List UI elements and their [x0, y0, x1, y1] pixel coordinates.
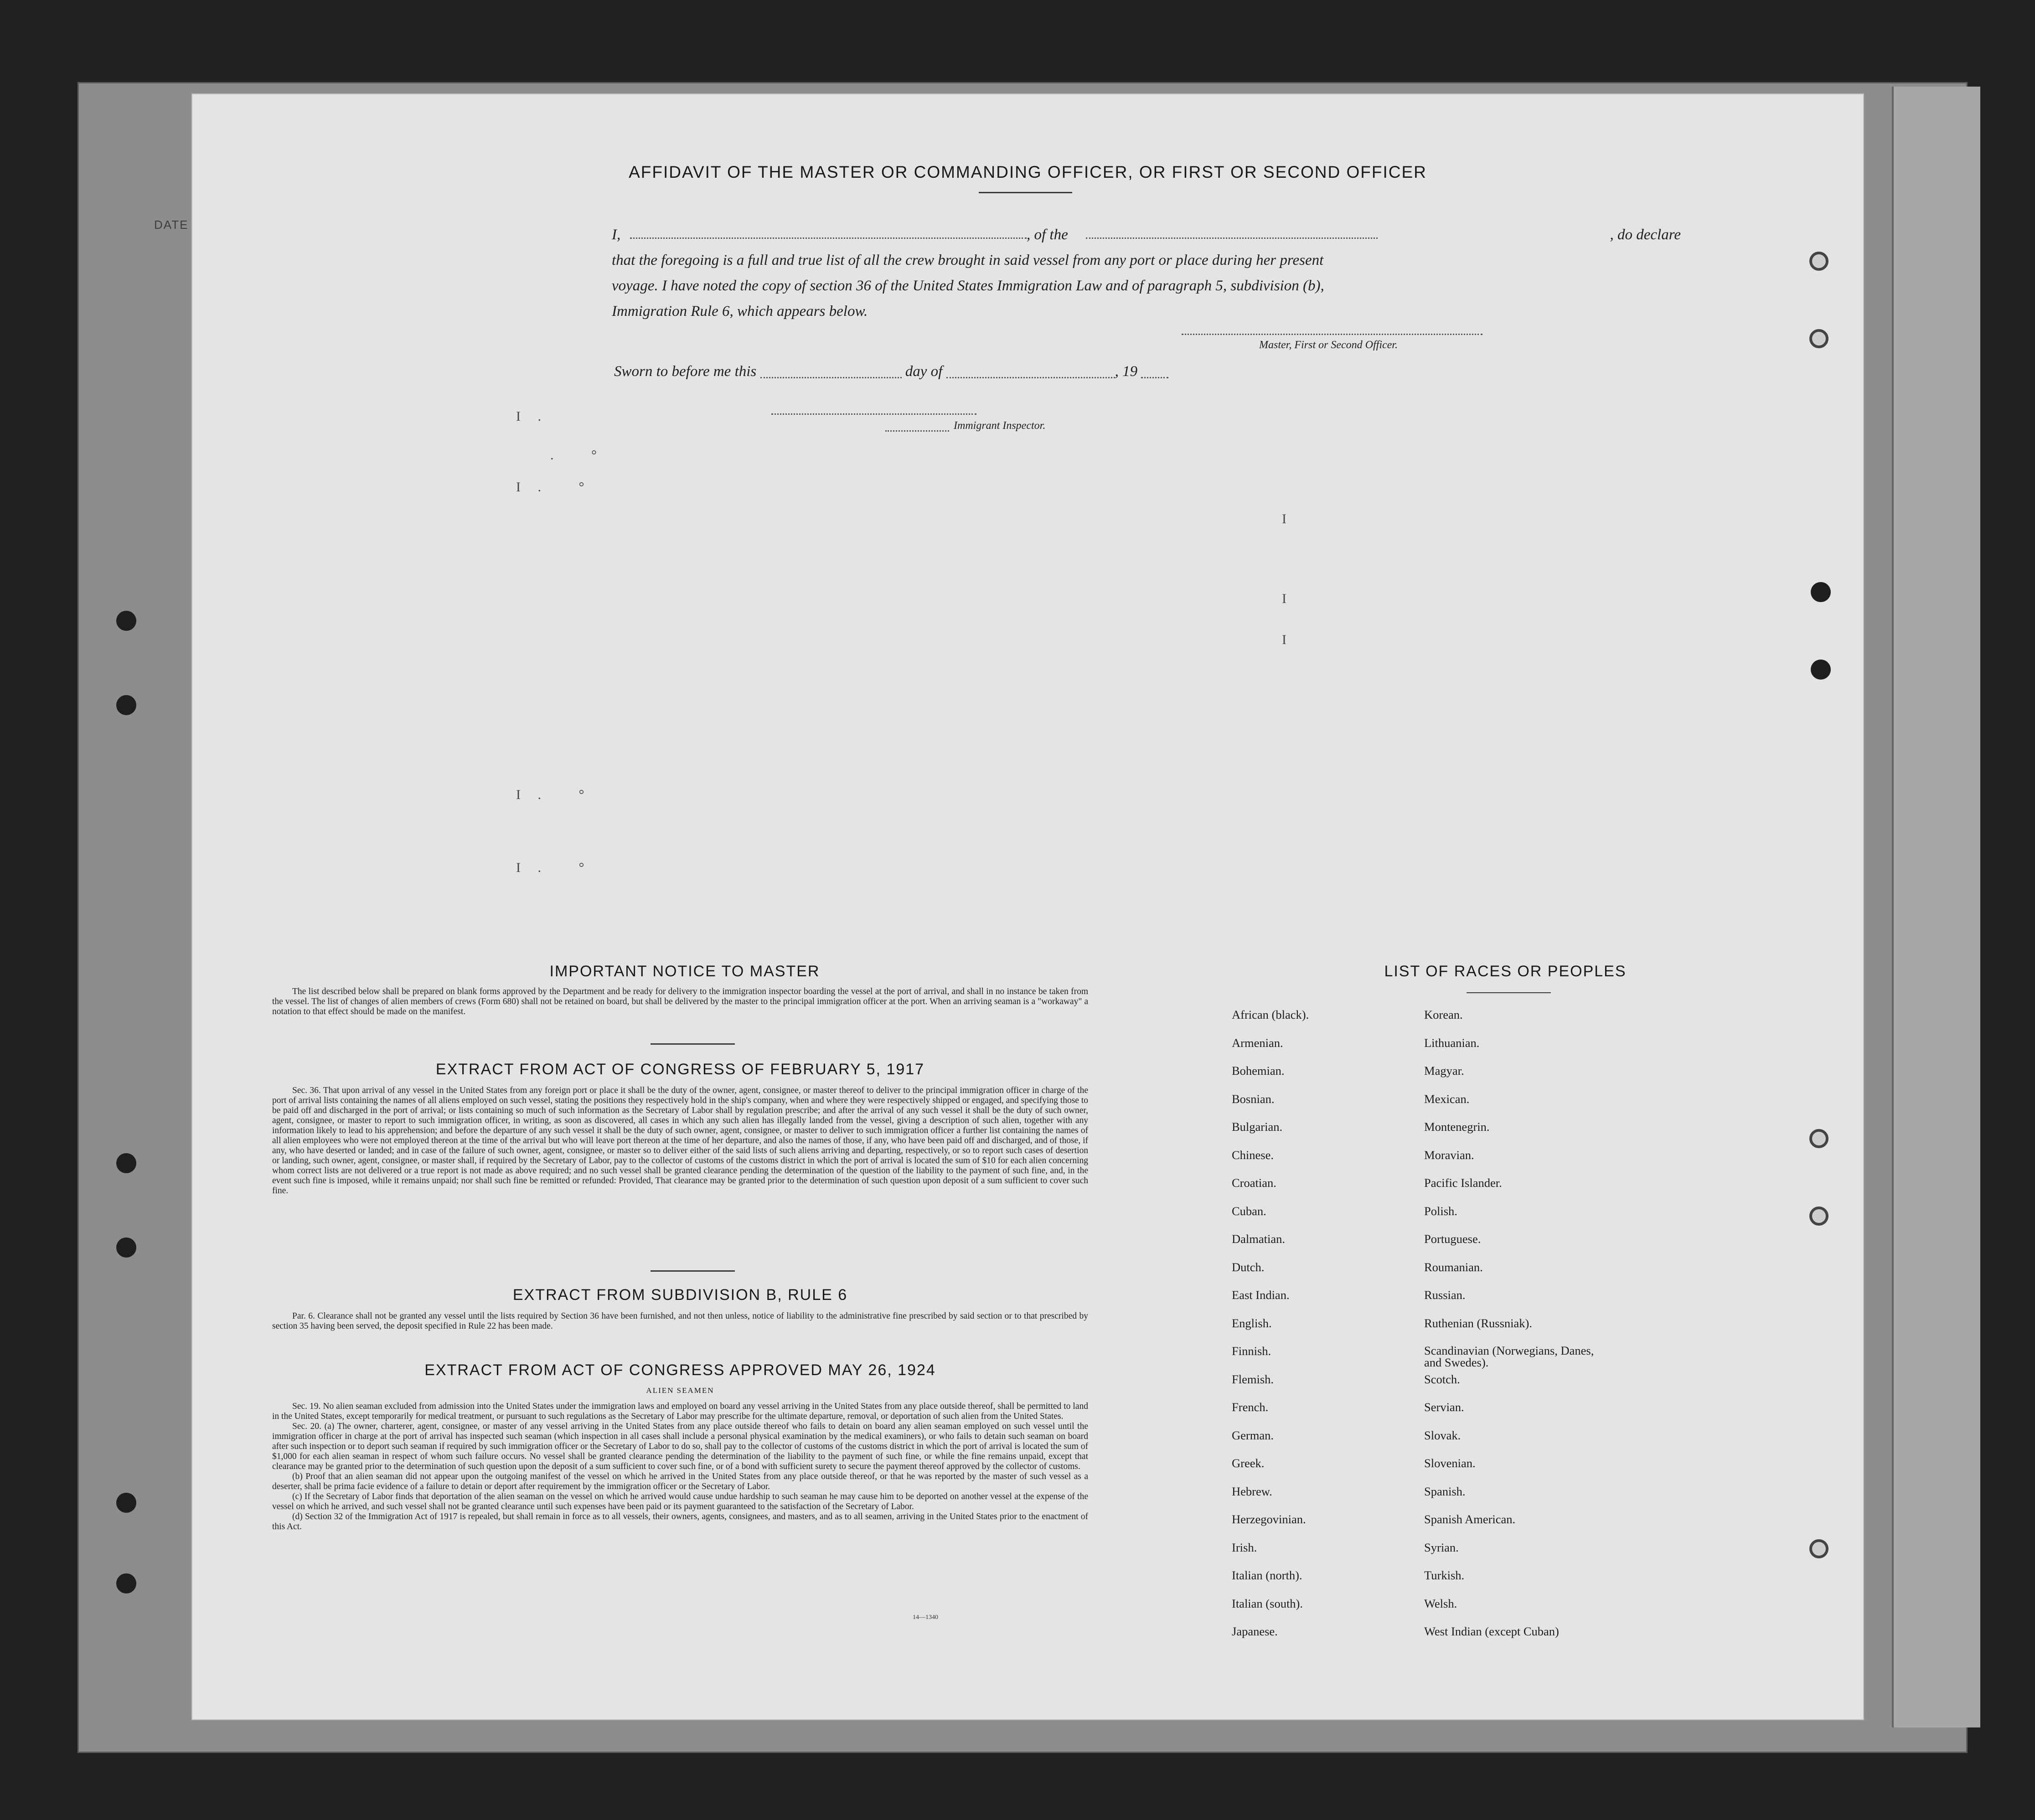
binder-hole: [1809, 1206, 1828, 1226]
races-left-column: [1232, 1008, 1309, 1653]
race-item: Ruthenian (Russniak).: [1424, 1316, 1532, 1330]
race-item: Welsh.: [1424, 1596, 1457, 1610]
stray-mark: . °: [550, 448, 597, 463]
section-36-paragraph: Sec. 36. That upon arrival of any vessel in the United States from any foreign port or place it shall be the duty of the owner, agent, consignee, or master thereof to deliver to the principal immigration officer in charge of the port of arrival lists containing the names of all aliens employed on such vessel, stating the positions they respectively hold in the ship's company, when and where they were respectively shipped or engaged, and specifying those to be paid off and discharged in the port of arrival; or lists containing so much of such information as the Secretary of Labor shall by regulation prescribe; and after the arrival of any such vessel it shall be the duty of such owner, agent, consignee, or master to report to such immigration officer, in writing, as soon as discovered, all cases in which any such alien has illegally landed from the vessel, giving a description of such alien, together with any information likely to lead to his apprehension; and before the departure of any such vessel it shall be the duty of such owner, agent, consignee, or master to deliver to such immigration officer a further list containing the names of all alien employees who were not employed thereon at the time of the arrival but who will leave port thereon at the time of her departure, and also the names of those, if any, who have been paid off and discharged, and of those, if any, who have deserted or landed; and in case of the failure of such owner, agent, consignee, or master so to deliver either of the said lists of such aliens arriving and departing, respectively, or so to report such cases of desertion or landing, such owner, agent, consignee, or master shall, if required by the Secretary of Labor, pay to the collector of customs of the customs district in which the port of arrival is located the sum of $10 for each alien concerning whom correct lists are not delivered or a true report is not made as above required; and no such vessel shall be granted clearance pending the determination of the question of the liability to the payment of such fine, and, in the event such fine is imposed, while it remains unpaid; nor shall such fine be remitted or refunded: Provided, That clearance may be granted prior to the determination of such question upon deposit of a sum sufficient to cover such fine.: [272, 1086, 1088, 1196]
race-item: Turkish.: [1424, 1568, 1465, 1582]
section-divider: [651, 1270, 735, 1272]
inspector-line-2: [885, 430, 949, 432]
affidavit-statement: [612, 222, 1681, 324]
stray-mark: I . °: [516, 860, 584, 875]
name-blank: [630, 237, 1027, 239]
binder-hole: [1809, 1539, 1828, 1558]
binder-hole: [116, 695, 136, 715]
binder-hole: [116, 1573, 136, 1593]
affidavit-line-2: that the foregoing is a full and true list of all the crew brought in said vessel from any port or place during her present: [612, 252, 1324, 268]
alien-seamen-subtitle: ALIEN SEAMEN: [646, 1386, 714, 1395]
form-number: 14—1340: [913, 1614, 938, 1621]
race-item: Greek.: [1232, 1456, 1265, 1470]
race-item: Bosnian.: [1232, 1092, 1275, 1106]
section-20c-paragraph: (c) If the Secretary of Labor finds that deportation of the alien seaman on the vessel on which he arrived would cause undue hardship to such seaman he may cause him to be deported on another vessel at the expense of the vessel on which he arrived, and such vessel shall not be granted clearance until such expenses have been paid or its payment guaranteed to the satisfaction of the Secretary of Labor.: [272, 1492, 1088, 1511]
section-20d-paragraph: (d) Section 32 of the Immigration Act of 1917 is repealed, but shall remain in force as to all vessels, their owners, agents, consignees, and masters, and as to all seamen, arriving in the United States prior to the enactment of this Act.: [272, 1512, 1088, 1531]
race-item: Spanish.: [1424, 1484, 1466, 1498]
inspector-line-1: [771, 413, 976, 415]
race-item: African (black).: [1232, 1008, 1309, 1021]
document-page: [191, 93, 1864, 1720]
signature-line: [1182, 334, 1482, 335]
section-20a-paragraph: Sec. 20. (a) The owner, charterer, agent, consignee, or master of any vessel arriving in the United States from any place outside thereof who fails to detain on board any alien seaman employed on such vessel until the immigration officer in charge at the port of arrival has inspected such seaman (which inspection in all cases shall include a personal physical examination by the medical examiners), or who fails to detain such seaman on board after such inspection or to deport such seaman if required by such immigration officer or the Secretary of Labor to do so, shall pay to the collector of customs of the customs district in which the port of arrival is located the sum of $1,000 for each alien seaman in respect of whom such failure occurs. No vessel shall be granted clearance pending the determination of the liability to the payment of such fine, or while the fine remains unpaid, except that clearance may be granted prior to the determination of such question upon the deposit of a sum sufficient to cover such fine, or of a bond with sufficient surety to secure the payment thereof approved by the collector of customs.: [272, 1422, 1088, 1471]
race-item: Bulgarian.: [1232, 1120, 1283, 1134]
race-item: Scotch.: [1424, 1372, 1460, 1386]
race-item: Italian (north).: [1232, 1568, 1302, 1582]
race-item: Herzegovinian.: [1232, 1512, 1306, 1526]
stray-mark: I: [1282, 632, 1286, 647]
race-item: Irish.: [1232, 1540, 1257, 1554]
sworn-day: day of: [905, 363, 943, 380]
binder-hole: [1809, 1129, 1828, 1148]
race-item: Mexican.: [1424, 1092, 1470, 1106]
title-underline: [979, 192, 1072, 193]
binder-hole: [116, 1493, 136, 1513]
signature-label: Master, First or Second Officer.: [1259, 339, 1398, 351]
notice-paragraph: The list described below shall be prepared on blank forms approved by the Department and be ready for delivery to the immigration inspector boarding the vessel at the port of arrival, and shall in no instance be taken from the vessel. The list of changes of alien members of crews (Form 680) shall not be retained on board, but shall be delivered by the master to the principal immigration officer at the port. When an arriving seaman is a "workaway" a notation to that effect should be made on the manifest.: [272, 987, 1088, 1016]
extract-1917-title: EXTRACT FROM ACT OF CONGRESS OF FEBRUARY 5, 1917: [435, 1061, 925, 1078]
race-item: German.: [1232, 1428, 1274, 1442]
races-title: LIST OF RACES OR PEOPLES: [1384, 963, 1627, 980]
affidavit-i: I,: [612, 227, 621, 243]
margin-tab-label: DATE: [154, 218, 189, 232]
race-item: French.: [1232, 1400, 1269, 1414]
races-right-column: [1424, 1008, 1597, 1653]
sworn-line: [614, 359, 1252, 384]
binder-hole: [1811, 660, 1831, 680]
vessel-blank: [1086, 237, 1378, 239]
race-item: Korean.: [1424, 1008, 1463, 1021]
binder-hole: [1809, 329, 1828, 348]
race-item: Slovak.: [1424, 1428, 1461, 1442]
race-item: Hebrew.: [1232, 1484, 1272, 1498]
race-item: Flemish.: [1232, 1372, 1274, 1386]
affidavit-declare: , do declare: [1610, 227, 1681, 243]
stray-mark: I: [1282, 511, 1286, 526]
race-item: Scandinavian (Norwegians, Danes, and Swedes).: [1424, 1344, 1594, 1369]
extract-rule6-text: [272, 1311, 1088, 1331]
race-item: Japanese.: [1232, 1624, 1278, 1638]
race-item: Croatian.: [1232, 1176, 1276, 1190]
affidavit-line-3: voyage. I have noted the copy of section 36 of the United States Immigration Law and of paragraph 5, subdivision (b),: [612, 278, 1324, 294]
race-item: Russian.: [1424, 1288, 1466, 1302]
race-item: Dalmatian.: [1232, 1232, 1285, 1246]
day-blank: [760, 367, 902, 378]
year-blank: [1141, 367, 1168, 378]
race-item: Finnish.: [1232, 1344, 1271, 1358]
race-item: Moravian.: [1424, 1148, 1474, 1162]
month-blank: [946, 367, 1115, 378]
race-item: Pacific Islander.: [1424, 1176, 1502, 1190]
sworn-prefix: Sworn to before me this: [614, 363, 757, 380]
race-item: English.: [1232, 1316, 1272, 1330]
race-item: Cuban.: [1232, 1204, 1266, 1218]
race-item: Syrian.: [1424, 1540, 1459, 1554]
binder-hole: [116, 1237, 136, 1258]
paragraph-6: Par. 6. Clearance shall not be granted any vessel until the lists required by Section 36 have been furnished, and not then unless, notice of liability to the administrative fine prescribed by said section or to that prescribed by section 35 having been served, the deposit specified in Rule 22 has been made.: [272, 1311, 1088, 1331]
race-item: Dutch.: [1232, 1260, 1265, 1274]
race-item: Polish.: [1424, 1204, 1457, 1218]
race-item: Magyar.: [1424, 1064, 1464, 1078]
extract-1924-title: EXTRACT FROM ACT OF CONGRESS APPROVED MAY 26, 1924: [424, 1361, 936, 1379]
race-item: Lithuanian.: [1424, 1036, 1480, 1050]
notice-text: [272, 987, 1088, 1017]
extract-rule6-title: EXTRACT FROM SUBDIVISION B, RULE 6: [512, 1286, 848, 1304]
backing-sheet-edge: [1892, 87, 1980, 1727]
race-item: Chinese.: [1232, 1148, 1274, 1162]
race-item: Bohemian.: [1232, 1064, 1285, 1078]
race-item: Roumanian.: [1424, 1260, 1483, 1274]
sworn-year: , 19: [1115, 363, 1138, 380]
races-title-underline: [1467, 992, 1551, 993]
extract-1924-text: [272, 1402, 1088, 1532]
section-19-paragraph: Sec. 19. No alien seaman excluded from admission into the United States under the immigration laws and employed on board any vessel arriving in the United States from any place outside thereof, shall be permitted to land in the United States, except temporarily for medical treatment, or pursuant to such regulations as the Secretary of Labor may prescribe for the ultimate departure, removal, or deportation of such alien from the United States.: [272, 1402, 1088, 1421]
binder-hole: [116, 611, 136, 631]
race-item: East Indian.: [1232, 1288, 1290, 1302]
binder-hole: [116, 1153, 136, 1173]
race-item: Portuguese.: [1424, 1232, 1481, 1246]
section-divider: [651, 1043, 735, 1045]
stray-mark: I . °: [516, 787, 584, 802]
stray-mark: I . °: [516, 479, 584, 495]
stray-mark: I .: [516, 409, 541, 424]
race-item: Servian.: [1424, 1400, 1464, 1414]
affidavit-line-4: Immigration Rule 6, which appears below.: [612, 303, 868, 320]
race-item: Armenian.: [1232, 1036, 1283, 1050]
notice-title: IMPORTANT NOTICE TO MASTER: [549, 963, 820, 980]
binder-hole: [1811, 582, 1831, 602]
binder-hole: [1809, 252, 1828, 271]
section-20b-paragraph: (b) Proof that an alien seaman did not appear upon the outgoing manifest of the vessel on which he arrived in the United States from any place outside thereof, or that he was reported by the master of such vessel as a deserter, shall be prima facie evidence of a failure to detain or deport after requirement by the immigration officer or the Secretary of Labor.: [272, 1472, 1088, 1491]
affidavit-title: AFFIDAVIT OF THE MASTER OR COMMANDING OFFICER, OR FIRST OR SECOND OFFICER: [629, 163, 1427, 181]
race-item: Spanish American.: [1424, 1512, 1516, 1526]
race-item: Montenegrin.: [1424, 1120, 1490, 1134]
inspector-label: Immigrant Inspector.: [954, 420, 1046, 432]
affidavit-of-the: , of the: [1027, 227, 1068, 243]
race-item: Slovenian.: [1424, 1456, 1476, 1470]
stray-mark: I: [1282, 591, 1286, 606]
extract-1917-text: [272, 1086, 1088, 1196]
race-item: Italian (south).: [1232, 1596, 1303, 1610]
race-item: West Indian (except Cuban): [1424, 1624, 1559, 1638]
